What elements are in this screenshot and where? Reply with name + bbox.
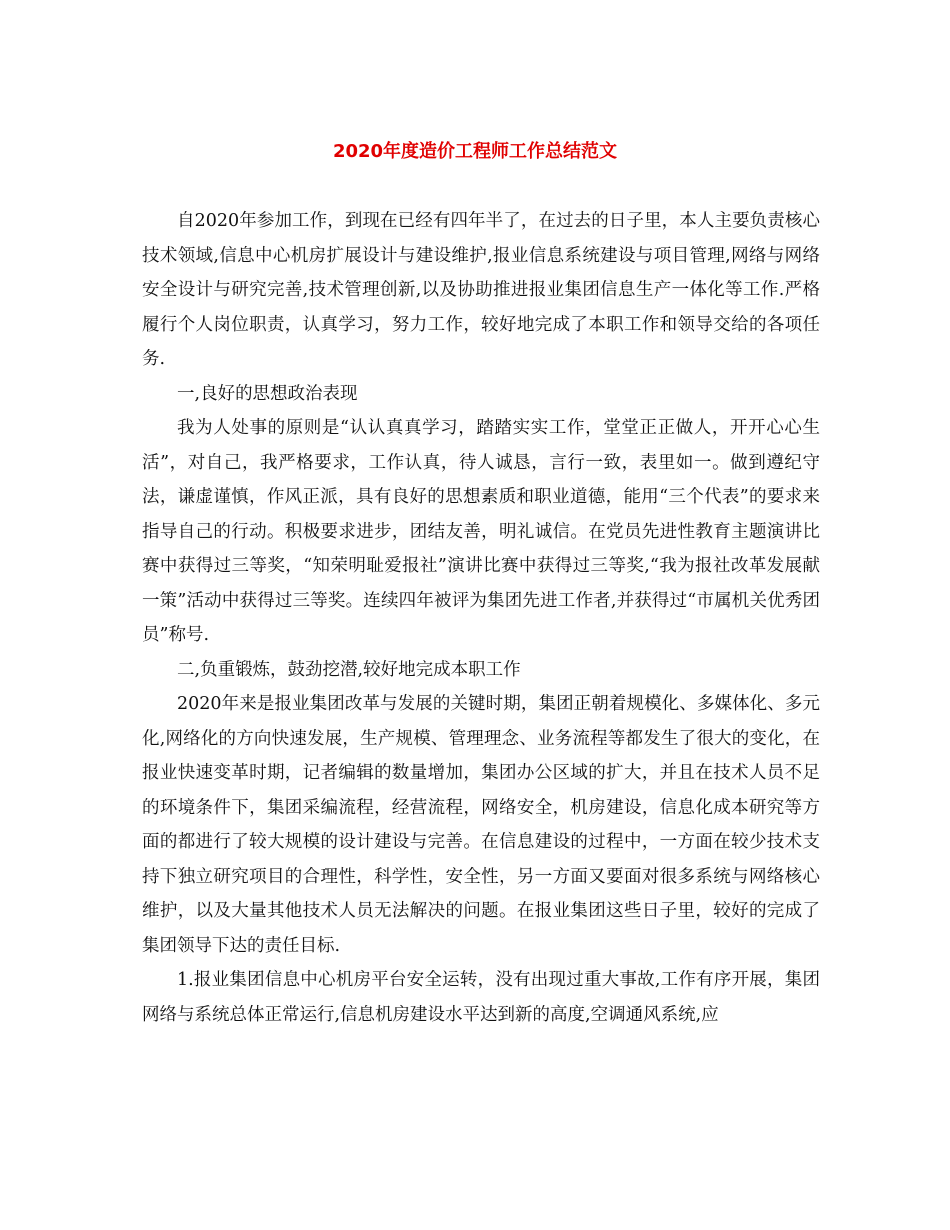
section-heading-1: 一,良好的思想政治表现 — [177, 383, 358, 404]
paragraph-item-1: 1.报业集团信息中心机房平台安全运转，没有出现过重大事故,工作有序开展，集团网络与系统总体正常运行,信息机房建设水平达到新的高度,空调通风系统,应 — [142, 970, 820, 1025]
document-body — [142, 204, 820, 1032]
document-title: 2020年度造价工程师工作总结范文 — [332, 141, 618, 162]
paragraph-section-1: 我为人处事的原则是“认认真真学习，踏踏实实工作，堂堂正正做人，开开心心生活”，对自己，我严格要求，工作认真，待人诚恳，言行一致，表里如一。做到遵纪守法，谦虚谨慎，作风正派，具有良好的思想素质和职业道德，能用“三个代表”的要求来指导自己的行动。积极要求进步，团结友善，明礼诚信。在党员先进性教育主题演讲比赛中获得过三等奖，“知荣明耻爱报社”演讲比赛中获得过三等奖,“我为报社改革发展献一策”活动中获得过三等奖。连续四年被评为集团先进工作者,并获得过“市属机关优秀团员”称号. — [142, 418, 820, 645]
paragraph-section-2: 2020年来是报业集团改革与发展的关键时期，集团正朝着规模化、多媒体化、多元化,网络化的方向快速发展，生产规模、管理理念、业务流程等都发生了很大的变化，在报业快速变革时期，记者编辑的数量增加，集团办公区域的扩大，并且在技术人员不足的环境条件下，集团采编流程，经营流程，网络安全，机房建设，信息化成本研究等方面的都进行了较大规模的设计建设与完善。在信息建设的过程中，一方面在较少技术支持下独立研究项目的合理性，科学性，安全性，另一方面又要面对很多系统与网络核心维护，以及大量其他技术人员无法解决的问题。在报业集团这些日子里，较好的完成了集团领导下达的责任目标. — [142, 694, 820, 956]
paragraph-intro: 自2020年参加工作，到现在已经有四年半了，在过去的日子里，本人主要负责核心技术领域,信息中心机房扩展设计与建设维护,报业信息系统建设与项目管理,网络与网络安全设计与研究完善,技术管理创新,以及协助推进报业集团信息生产一体化等工作.严格履行个人岗位职责，认真学习，努力工作，较好地完成了本职工作和领导交给的各项任务. — [142, 211, 820, 369]
section-heading-2: 二,负重锻炼，鼓劲挖潜,较好地完成本职工作 — [177, 659, 521, 680]
